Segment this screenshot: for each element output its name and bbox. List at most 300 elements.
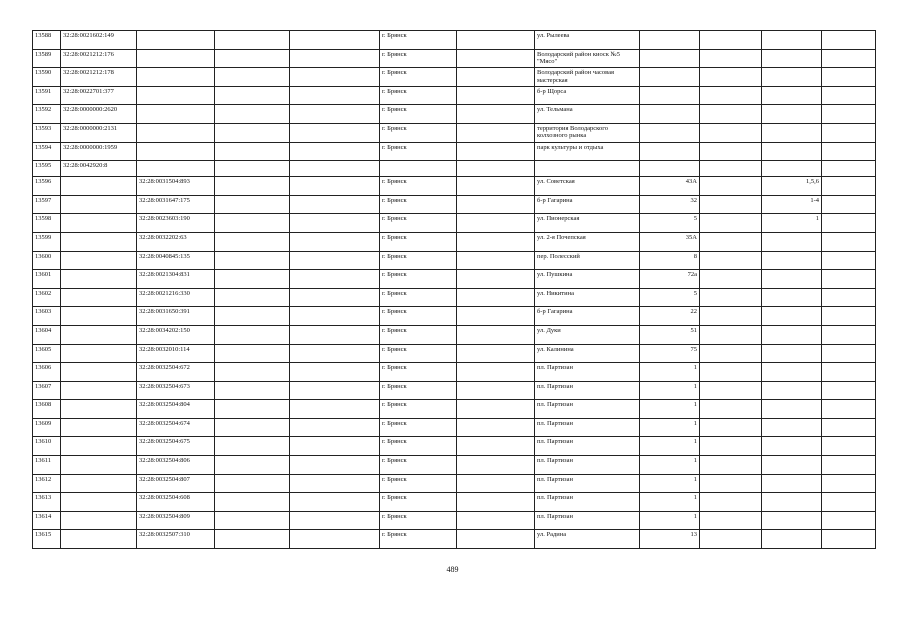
city-cell: г. Брянск xyxy=(380,344,457,363)
empty-cell xyxy=(215,177,290,196)
empty-cell xyxy=(215,68,290,87)
row-number: 13606 xyxy=(33,363,61,382)
address-cell: ул. Тельмана xyxy=(535,105,640,124)
empty-cell xyxy=(290,437,380,456)
cadastral-number-building: 32:28:0031650:391 xyxy=(137,307,215,326)
address-cell: пл. Партизан xyxy=(535,456,640,475)
city-cell: г. Брянск xyxy=(380,31,457,50)
address-cell: ул. 2-я Почепская xyxy=(535,232,640,251)
empty-cell xyxy=(822,49,876,68)
empty-cell xyxy=(290,214,380,233)
empty-cell xyxy=(700,437,762,456)
city-cell: г. Брянск xyxy=(380,456,457,475)
empty-cell xyxy=(822,195,876,214)
address-cell: ул. Рылеева xyxy=(535,31,640,50)
row-number: 13607 xyxy=(33,381,61,400)
apartment-cell xyxy=(762,363,822,382)
apartment-cell xyxy=(762,437,822,456)
table-row xyxy=(33,307,876,326)
row-number: 13590 xyxy=(33,68,61,87)
address-cell: б-р Гагарина xyxy=(535,307,640,326)
empty-cell xyxy=(822,381,876,400)
row-number: 13596 xyxy=(33,177,61,196)
cadastral-number-land xyxy=(61,251,137,270)
empty-cell xyxy=(700,381,762,400)
empty-cell xyxy=(822,474,876,493)
registry-table xyxy=(32,30,876,549)
city-cell: г. Брянск xyxy=(380,307,457,326)
empty-cell xyxy=(215,363,290,382)
empty-cell xyxy=(457,270,535,289)
address-cell: б-р Щорса xyxy=(535,86,640,105)
empty-cell xyxy=(290,400,380,419)
row-number: 13589 xyxy=(33,49,61,68)
apartment-cell: 1-4 xyxy=(762,195,822,214)
cadastral-number-building: 32:28:0032504:806 xyxy=(137,456,215,475)
empty-cell xyxy=(700,123,762,142)
city-cell: г. Брянск xyxy=(380,177,457,196)
empty-cell xyxy=(700,68,762,87)
row-number: 13615 xyxy=(33,530,61,549)
empty-cell xyxy=(457,511,535,530)
row-number: 13599 xyxy=(33,232,61,251)
empty-cell xyxy=(700,325,762,344)
address-cell: ул. Никитина xyxy=(535,288,640,307)
apartment-cell: 1 xyxy=(762,214,822,233)
cadastral-number-building: 32:28:0032504:672 xyxy=(137,363,215,382)
table-row xyxy=(33,437,876,456)
cadastral-number-building: 32:28:0032504:809 xyxy=(137,511,215,530)
cadastral-number-land xyxy=(61,493,137,512)
empty-cell xyxy=(822,344,876,363)
table-row xyxy=(33,251,876,270)
city-cell: г. Брянск xyxy=(380,142,457,161)
table-row xyxy=(33,270,876,289)
apartment-cell xyxy=(762,456,822,475)
cadastral-number-land xyxy=(61,418,137,437)
address-cell: парк культуры и отдыха xyxy=(535,142,640,161)
apartment-cell: 1,5,6 xyxy=(762,177,822,196)
empty-cell xyxy=(822,456,876,475)
address-cell: пл. Партизан xyxy=(535,418,640,437)
house-number-cell: 1 xyxy=(640,474,700,493)
city-cell: г. Брянск xyxy=(380,270,457,289)
address-cell: пл. Партизан xyxy=(535,381,640,400)
cadastral-number-building: 32:28:0032504:673 xyxy=(137,381,215,400)
empty-cell xyxy=(215,86,290,105)
empty-cell xyxy=(457,456,535,475)
house-number-cell: 72а xyxy=(640,270,700,289)
table-row xyxy=(33,177,876,196)
empty-cell xyxy=(700,86,762,105)
table-row xyxy=(33,400,876,419)
cadastral-number-building: 32:28:0021304:831 xyxy=(137,270,215,289)
cadastral-number-building: 32:28:0031504:893 xyxy=(137,177,215,196)
cadastral-number-land xyxy=(61,456,137,475)
empty-cell xyxy=(290,232,380,251)
address-cell: ул. Пионерская xyxy=(535,214,640,233)
empty-cell xyxy=(822,232,876,251)
row-number: 13602 xyxy=(33,288,61,307)
empty-cell xyxy=(290,86,380,105)
table-row xyxy=(33,418,876,437)
house-number-cell: 35А xyxy=(640,232,700,251)
row-number: 13601 xyxy=(33,270,61,289)
row-number: 13611 xyxy=(33,456,61,475)
apartment-cell xyxy=(762,232,822,251)
cadastral-number-land xyxy=(61,195,137,214)
row-number: 13595 xyxy=(33,161,61,177)
apartment-cell xyxy=(762,142,822,161)
empty-cell xyxy=(700,232,762,251)
empty-cell xyxy=(700,49,762,68)
empty-cell xyxy=(822,105,876,124)
house-number-cell: 1 xyxy=(640,493,700,512)
empty-cell xyxy=(700,400,762,419)
cadastral-number-building xyxy=(137,105,215,124)
house-number-cell: 51 xyxy=(640,325,700,344)
table-row xyxy=(33,31,876,50)
city-cell: г. Брянск xyxy=(380,474,457,493)
empty-cell xyxy=(822,270,876,289)
empty-cell xyxy=(822,400,876,419)
row-number: 13603 xyxy=(33,307,61,326)
empty-cell xyxy=(215,123,290,142)
empty-cell xyxy=(700,493,762,512)
empty-cell xyxy=(700,511,762,530)
city-cell: г. Брянск xyxy=(380,214,457,233)
apartment-cell xyxy=(762,400,822,419)
empty-cell xyxy=(215,456,290,475)
empty-cell xyxy=(700,456,762,475)
apartment-cell xyxy=(762,511,822,530)
table-row xyxy=(33,214,876,233)
empty-cell xyxy=(457,307,535,326)
empty-cell xyxy=(215,49,290,68)
empty-cell xyxy=(457,363,535,382)
empty-cell xyxy=(215,288,290,307)
empty-cell xyxy=(457,86,535,105)
address-cell: пл. Партизан xyxy=(535,511,640,530)
city-cell: г. Брянск xyxy=(380,288,457,307)
page-number: 489 xyxy=(446,565,459,574)
empty-cell xyxy=(822,86,876,105)
row-number: 13597 xyxy=(33,195,61,214)
empty-cell xyxy=(822,437,876,456)
empty-cell xyxy=(822,251,876,270)
empty-cell xyxy=(700,270,762,289)
house-number-cell: 5 xyxy=(640,214,700,233)
city-cell: г. Брянск xyxy=(380,400,457,419)
empty-cell xyxy=(700,195,762,214)
address-cell: ул. Дуки xyxy=(535,325,640,344)
cadastral-number-building: 32:28:0032202:63 xyxy=(137,232,215,251)
empty-cell xyxy=(290,270,380,289)
cadastral-number-land xyxy=(61,363,137,382)
row-number: 13609 xyxy=(33,418,61,437)
cadastral-number-building: 32:28:0034202:150 xyxy=(137,325,215,344)
empty-cell xyxy=(215,105,290,124)
empty-cell xyxy=(290,325,380,344)
empty-cell xyxy=(457,400,535,419)
apartment-cell xyxy=(762,381,822,400)
empty-cell xyxy=(290,161,380,177)
empty-cell xyxy=(215,418,290,437)
empty-cell xyxy=(215,511,290,530)
empty-cell xyxy=(700,474,762,493)
empty-cell xyxy=(457,49,535,68)
cadastral-number-land xyxy=(61,400,137,419)
empty-cell xyxy=(290,105,380,124)
address-cell: пл. Партизан xyxy=(535,363,640,382)
row-number: 13608 xyxy=(33,400,61,419)
house-number-cell: 1 xyxy=(640,381,700,400)
empty-cell xyxy=(457,381,535,400)
empty-cell xyxy=(215,195,290,214)
house-number-cell: 1 xyxy=(640,418,700,437)
empty-cell xyxy=(290,123,380,142)
table-row xyxy=(33,161,876,177)
cadastral-number-land xyxy=(61,325,137,344)
city-cell: г. Брянск xyxy=(380,493,457,512)
empty-cell xyxy=(700,288,762,307)
cadastral-number-land xyxy=(61,511,137,530)
empty-cell xyxy=(700,31,762,50)
address-cell: Володарский район часовая мастерская xyxy=(535,68,640,87)
city-cell: г. Брянск xyxy=(380,530,457,549)
table-row xyxy=(33,49,876,68)
row-number: 13604 xyxy=(33,325,61,344)
cadastral-number-land: 32:28:0000000:2131 xyxy=(61,123,137,142)
apartment-cell xyxy=(762,493,822,512)
city-cell: г. Брянск xyxy=(380,195,457,214)
cadastral-number-building: 32:28:0032504:804 xyxy=(137,400,215,419)
empty-cell xyxy=(700,251,762,270)
empty-cell xyxy=(457,31,535,50)
apartment-cell xyxy=(762,68,822,87)
table-body xyxy=(33,31,876,549)
empty-cell xyxy=(457,530,535,549)
empty-cell xyxy=(290,381,380,400)
cadastral-number-land xyxy=(61,214,137,233)
empty-cell xyxy=(822,511,876,530)
row-number: 13614 xyxy=(33,511,61,530)
empty-cell xyxy=(457,493,535,512)
empty-cell xyxy=(700,344,762,363)
cadastral-number-land: 32:28:0021212:178 xyxy=(61,68,137,87)
house-number-cell: 22 xyxy=(640,307,700,326)
empty-cell xyxy=(457,214,535,233)
house-number-cell: 32 xyxy=(640,195,700,214)
table-row xyxy=(33,363,876,382)
empty-cell xyxy=(290,31,380,50)
table-row xyxy=(33,195,876,214)
apartment-cell xyxy=(762,123,822,142)
address-cell: территория Володарского колхозного рынка xyxy=(535,123,640,142)
cadastral-number-land: 32:28:0042920:8 xyxy=(61,161,137,177)
empty-cell xyxy=(822,214,876,233)
cadastral-number-land: 32:28:0021602:149 xyxy=(61,31,137,50)
empty-cell xyxy=(215,270,290,289)
city-cell: г. Брянск xyxy=(380,325,457,344)
house-number-cell xyxy=(640,161,700,177)
row-number: 13593 xyxy=(33,123,61,142)
cadastral-number-building: 32:28:0032010:114 xyxy=(137,344,215,363)
house-number-cell: 1 xyxy=(640,437,700,456)
empty-cell xyxy=(457,232,535,251)
empty-cell xyxy=(457,325,535,344)
empty-cell xyxy=(700,363,762,382)
cadastral-number-land: 32:28:0000000:1959 xyxy=(61,142,137,161)
address-cell: пл. Партизан xyxy=(535,493,640,512)
cadastral-number-land: 32:28:0022701:377 xyxy=(61,86,137,105)
row-number: 13610 xyxy=(33,437,61,456)
empty-cell xyxy=(290,363,380,382)
apartment-cell xyxy=(762,105,822,124)
city-cell: г. Брянск xyxy=(380,232,457,251)
city-cell: г. Брянск xyxy=(380,251,457,270)
row-number: 13605 xyxy=(33,344,61,363)
table-row xyxy=(33,493,876,512)
house-number-cell xyxy=(640,31,700,50)
address-cell: пер. Полесский xyxy=(535,251,640,270)
row-number: 13592 xyxy=(33,105,61,124)
city-cell: г. Брянск xyxy=(380,105,457,124)
empty-cell xyxy=(215,142,290,161)
apartment-cell xyxy=(762,161,822,177)
row-number: 13613 xyxy=(33,493,61,512)
cadastral-number-land xyxy=(61,288,137,307)
row-number: 13588 xyxy=(33,31,61,50)
empty-cell xyxy=(215,251,290,270)
cadastral-number-land xyxy=(61,344,137,363)
cadastral-number-land xyxy=(61,474,137,493)
apartment-cell xyxy=(762,31,822,50)
address-cell: ул. Пушкина xyxy=(535,270,640,289)
empty-cell xyxy=(457,251,535,270)
empty-cell xyxy=(457,288,535,307)
empty-cell xyxy=(822,325,876,344)
table-row xyxy=(33,142,876,161)
cadastral-number-land xyxy=(61,177,137,196)
cadastral-number-land: 32:28:0000000:2620 xyxy=(61,105,137,124)
empty-cell xyxy=(457,177,535,196)
empty-cell xyxy=(215,31,290,50)
house-number-cell xyxy=(640,86,700,105)
empty-cell xyxy=(290,344,380,363)
cadastral-number-building xyxy=(137,49,215,68)
cadastral-number-building: 32:28:0032504:608 xyxy=(137,493,215,512)
row-number: 13591 xyxy=(33,86,61,105)
apartment-cell xyxy=(762,325,822,344)
address-cell: б-р Гагарина xyxy=(535,195,640,214)
row-number: 13598 xyxy=(33,214,61,233)
empty-cell xyxy=(822,123,876,142)
empty-cell xyxy=(290,251,380,270)
table-row xyxy=(33,381,876,400)
empty-cell xyxy=(457,344,535,363)
empty-cell xyxy=(822,418,876,437)
cadastral-number-land xyxy=(61,307,137,326)
cadastral-number-building: 32:28:0032504:807 xyxy=(137,474,215,493)
empty-cell xyxy=(457,105,535,124)
city-cell xyxy=(380,161,457,177)
house-number-cell xyxy=(640,49,700,68)
city-cell: г. Брянск xyxy=(380,418,457,437)
table-row xyxy=(33,68,876,87)
cadastral-number-land: 32:28:0021212:176 xyxy=(61,49,137,68)
city-cell: г. Брянск xyxy=(380,363,457,382)
cadastral-number-land xyxy=(61,437,137,456)
empty-cell xyxy=(290,49,380,68)
empty-cell xyxy=(700,418,762,437)
empty-cell xyxy=(290,142,380,161)
cadastral-number-building xyxy=(137,86,215,105)
empty-cell xyxy=(215,493,290,512)
empty-cell xyxy=(822,530,876,549)
table-row xyxy=(33,86,876,105)
house-number-cell: 1 xyxy=(640,363,700,382)
cadastral-number-building xyxy=(137,142,215,161)
empty-cell xyxy=(290,307,380,326)
cadastral-number-building: 32:28:0031647:175 xyxy=(137,195,215,214)
empty-cell xyxy=(215,161,290,177)
table-row xyxy=(33,105,876,124)
house-number-cell xyxy=(640,68,700,87)
table-row xyxy=(33,232,876,251)
address-cell: Володарский район киоск №5 "Мясо" xyxy=(535,49,640,68)
empty-cell xyxy=(215,530,290,549)
empty-cell xyxy=(822,493,876,512)
row-number: 13600 xyxy=(33,251,61,270)
cadastral-number-building: 32:28:0040845:135 xyxy=(137,251,215,270)
empty-cell xyxy=(457,195,535,214)
cadastral-number-building: 32:28:0032507:310 xyxy=(137,530,215,549)
address-cell: ул. Калинина xyxy=(535,344,640,363)
apartment-cell xyxy=(762,86,822,105)
city-cell: г. Брянск xyxy=(380,381,457,400)
city-cell: г. Брянск xyxy=(380,68,457,87)
cadastral-number-building xyxy=(137,123,215,142)
apartment-cell xyxy=(762,288,822,307)
empty-cell xyxy=(290,511,380,530)
empty-cell xyxy=(215,474,290,493)
apartment-cell xyxy=(762,49,822,68)
empty-cell xyxy=(700,214,762,233)
empty-cell xyxy=(457,437,535,456)
empty-cell xyxy=(457,142,535,161)
apartment-cell xyxy=(762,418,822,437)
table-row xyxy=(33,288,876,307)
house-number-cell xyxy=(640,123,700,142)
empty-cell xyxy=(700,307,762,326)
house-number-cell: 1 xyxy=(640,400,700,419)
row-number: 13594 xyxy=(33,142,61,161)
empty-cell xyxy=(290,456,380,475)
cadastral-number-land xyxy=(61,530,137,549)
house-number-cell xyxy=(640,142,700,161)
address-cell: ул. Радина xyxy=(535,530,640,549)
empty-cell xyxy=(290,288,380,307)
apartment-cell xyxy=(762,344,822,363)
apartment-cell xyxy=(762,270,822,289)
empty-cell xyxy=(822,161,876,177)
empty-cell xyxy=(290,195,380,214)
empty-cell xyxy=(822,177,876,196)
cadastral-number-building xyxy=(137,161,215,177)
address-cell: ул. Советская xyxy=(535,177,640,196)
cadastral-number-building: 32:28:0021216:330 xyxy=(137,288,215,307)
